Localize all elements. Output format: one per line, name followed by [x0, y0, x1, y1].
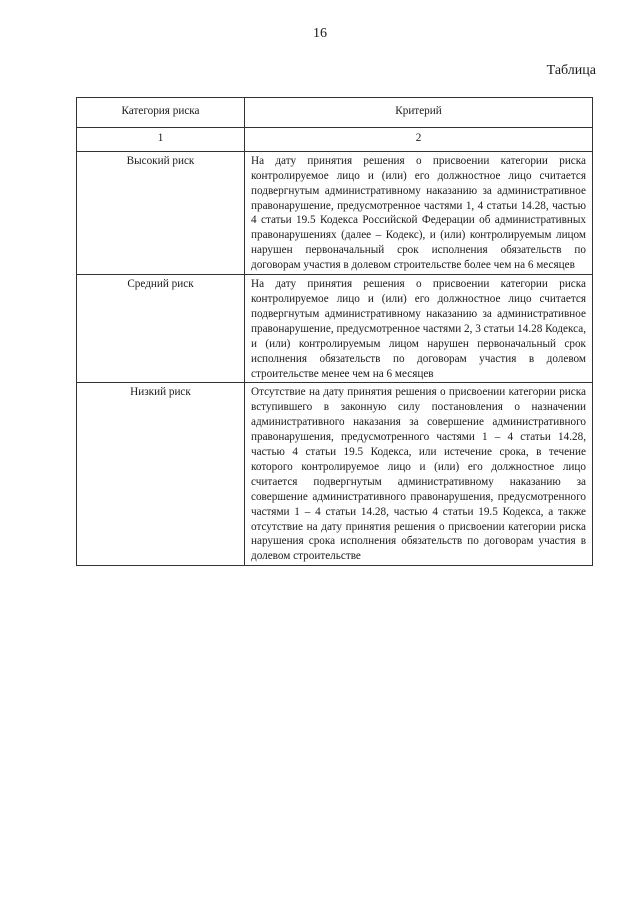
- risk-criterion-low: Отсутствие на дату принятия решения о присвоении категории риска вступившего в законную силу постановления о назначении административного наказания за совершение административного правонарушения, предусмотренного частями 1 – 4 статьи 14.28, частью 4 статьи 19.5 Кодекса, или истечение срока, в течение которого контролируемое лицо и (или) его должностное лицо считается подвергнутым административному наказанию за совершение административного правонарушения, предусмотренного частями 1 – 4 статьи 14.28, частью 4 статьи 19.5 Кодекса, а также отсутствие на дату принятия решения о присвоении категории риска нарушения срока исполнения обязательств по договорам участия в долевом строительстве: [245, 383, 593, 566]
- risk-category-high: Высокий риск: [77, 151, 245, 274]
- column-number-2: 2: [245, 127, 593, 151]
- risk-criterion-high: На дату принятия решения о присвоении категории риска контролируемое лицо и (или) его должностное лицо считается подвергнутым административному наказанию за административное правонарушение, предусмотренное частями 1, 4 статьи 14.28, частью 4 статьи 19.5 Кодекса Российской Федерации об административных правонарушениях (далее – Кодекс), и (или) контролируемым лицом нарушен первоначальный срок исполнения обязательств по договорам участия в долевом строительстве более чем на 6 месяцев: [245, 151, 593, 274]
- table-row-medium-risk: [77, 275, 593, 383]
- page-number: 16: [313, 26, 327, 41]
- risk-category-low: Низкий риск: [77, 383, 245, 566]
- table-caption: Таблица: [546, 63, 596, 78]
- table-row-high-risk: [77, 151, 593, 274]
- header-criterion: Критерий: [245, 98, 593, 128]
- risk-category-medium: Средний риск: [77, 275, 245, 383]
- header-risk-category: Категория риска: [77, 98, 245, 128]
- column-number-1: 1: [77, 127, 245, 151]
- table-row-low-risk: [77, 383, 593, 566]
- risk-criterion-medium: На дату принятия решения о присвоении категории риска контролируемое лицо и (или) его должностное лицо считается подвергнутым административному наказанию за административное правонарушение, предусмотренное частями 2, 3 статьи 14.28 Кодекса, и (или) контролируемым лицом нарушен первоначальный срок исполнения обязательств по договорам участия в долевом строительстве менее чем на 6 месяцев: [245, 275, 593, 383]
- column-number-row: [77, 127, 593, 151]
- risk-category-table: [76, 97, 593, 566]
- table-header-row: [77, 98, 593, 128]
